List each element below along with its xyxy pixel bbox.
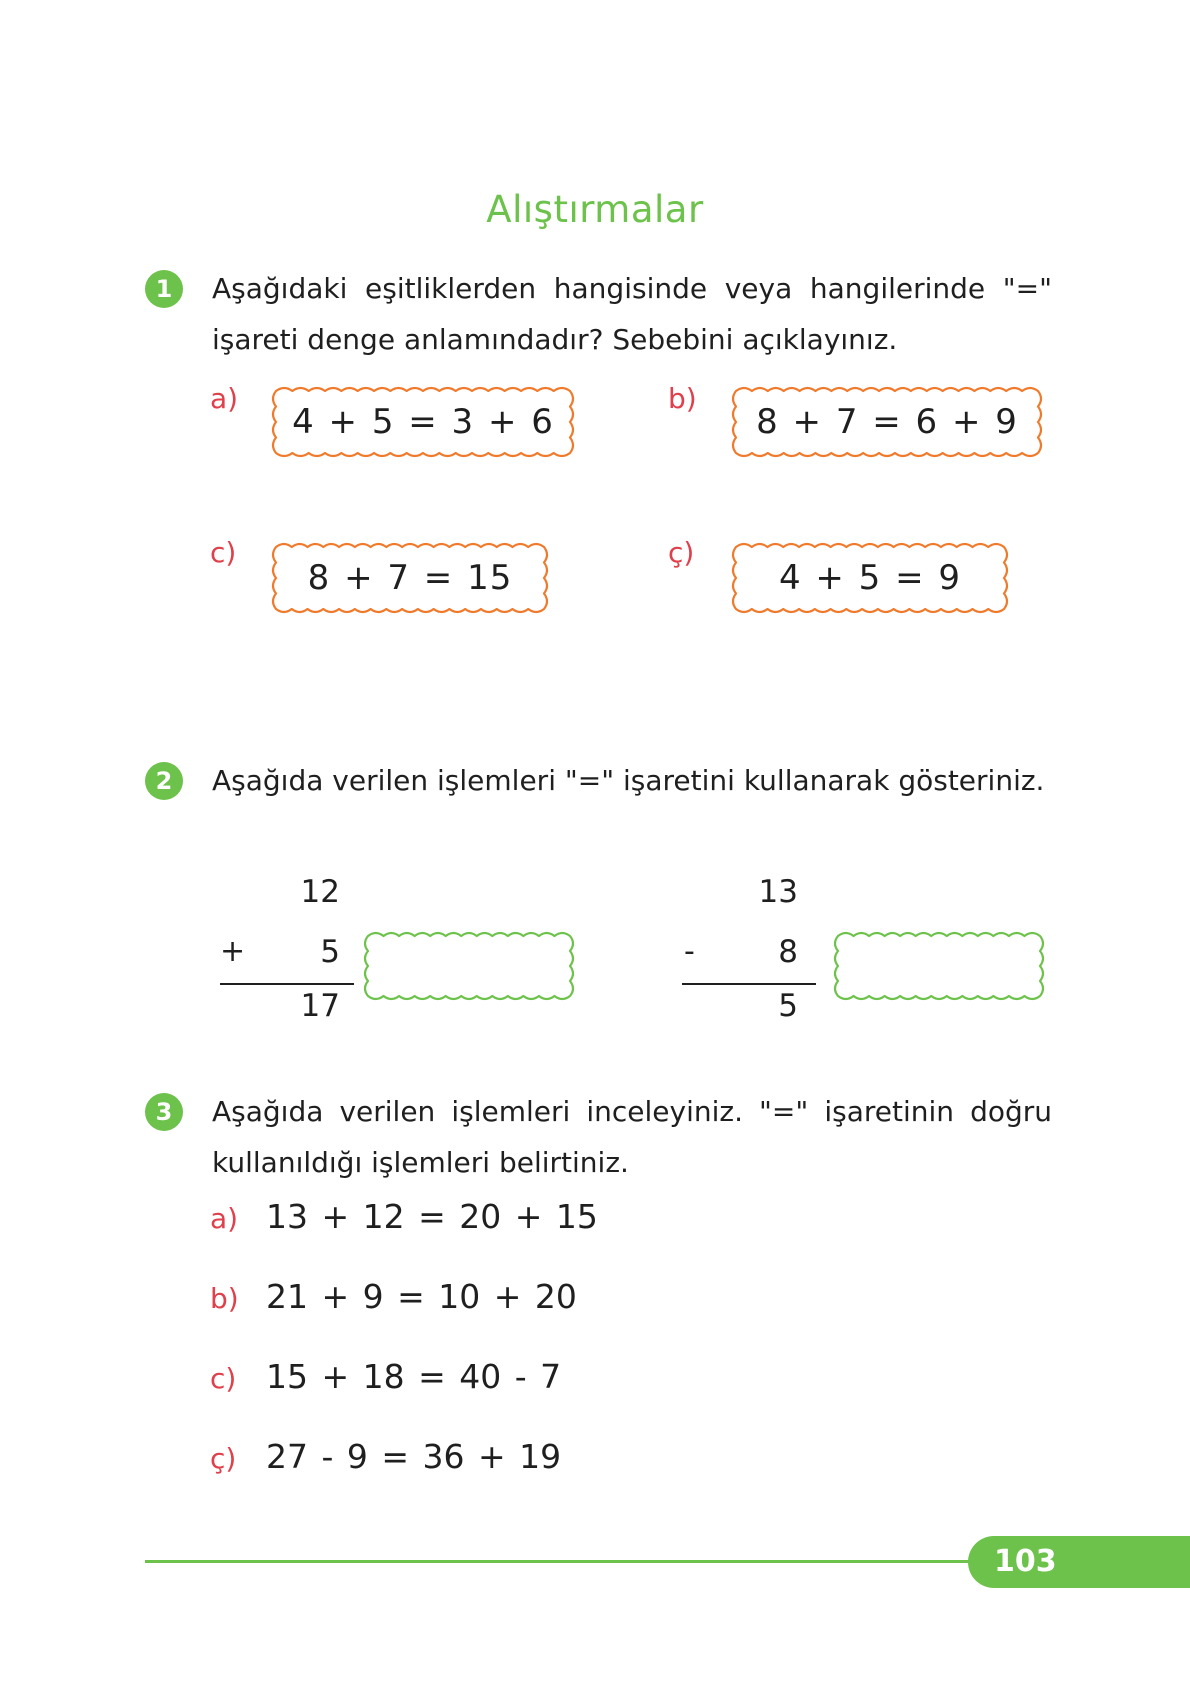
page-number: 103 xyxy=(968,1536,1190,1588)
wavy-border-path xyxy=(365,933,573,999)
op1-bottom: 5 xyxy=(320,934,340,970)
exercise-3-question: Aşağıda verilen işlemleri inceleyiniz. "=" işaretinin doğru kullanıldığı işlemleri belirtiniz. xyxy=(212,1095,1052,1179)
page-title: Alıştırmalar xyxy=(486,188,704,231)
exercise-3-badge: 3 xyxy=(145,1093,183,1131)
ex3-b-expression: 21 + 9 = 10 + 20 xyxy=(266,1277,577,1316)
op2-bottom: 8 xyxy=(778,934,798,970)
ex3-b-label: b) xyxy=(210,1282,239,1315)
footer-line xyxy=(145,1560,1045,1563)
op2-operator: - xyxy=(684,934,695,969)
op1-answer-box xyxy=(360,928,578,1004)
ex3-c-expression: 15 + 18 = 40 - 7 xyxy=(266,1357,562,1396)
ex3-cc-label: ç) xyxy=(210,1442,237,1475)
op1-divider xyxy=(220,983,354,985)
wavy-border-icon xyxy=(830,928,1048,1004)
wavy-border-icon xyxy=(360,928,578,1004)
exercise-2-badge: 2 xyxy=(145,762,183,800)
exercise-2-question: Aşağıda verilen işlemleri "=" işaretini kullanarak gösteriniz. xyxy=(212,764,1045,797)
ex1-cc-box xyxy=(728,539,1012,617)
ex1-c-box xyxy=(268,539,552,617)
op2-divider xyxy=(682,983,816,985)
ex1-c-label: c) xyxy=(210,536,237,569)
ex1-a-box xyxy=(268,383,578,461)
ex1-cc-label: ç) xyxy=(668,536,695,569)
op2-answer-box xyxy=(830,928,1048,1004)
ex3-a-label: a) xyxy=(210,1202,239,1235)
wavy-border-path xyxy=(835,933,1043,999)
ex1-c-expression: 8 + 7 = 15 xyxy=(307,558,513,598)
op1-top: 12 xyxy=(300,874,340,910)
op1-operator: + xyxy=(220,934,246,969)
ex1-b-box xyxy=(728,383,1046,461)
ex3-c-label: c) xyxy=(210,1362,237,1395)
ex1-cc-expression: 4 + 5 = 9 xyxy=(778,558,962,598)
ex3-a-expression: 13 + 12 = 20 + 15 xyxy=(266,1197,598,1236)
ex1-a-expression: 4 + 5 = 3 + 6 xyxy=(292,402,554,442)
ex3-cc-expression: 27 - 9 = 36 + 19 xyxy=(266,1437,562,1476)
op1-result: 17 xyxy=(300,988,340,1024)
ex1-b-label: b) xyxy=(668,382,697,415)
ex1-a-label: a) xyxy=(210,382,239,415)
exercise-1-badge: 1 xyxy=(145,270,183,308)
op2-top: 13 xyxy=(758,874,798,910)
exercise-1-question: Aşağıdaki eşitliklerden hangisinde veya hangilerinde "=" işareti denge anlamındadır? Sebebini açıklayınız. xyxy=(212,272,1052,356)
op2-result: 5 xyxy=(778,988,798,1024)
ex1-b-expression: 8 + 7 = 6 + 9 xyxy=(756,402,1018,442)
